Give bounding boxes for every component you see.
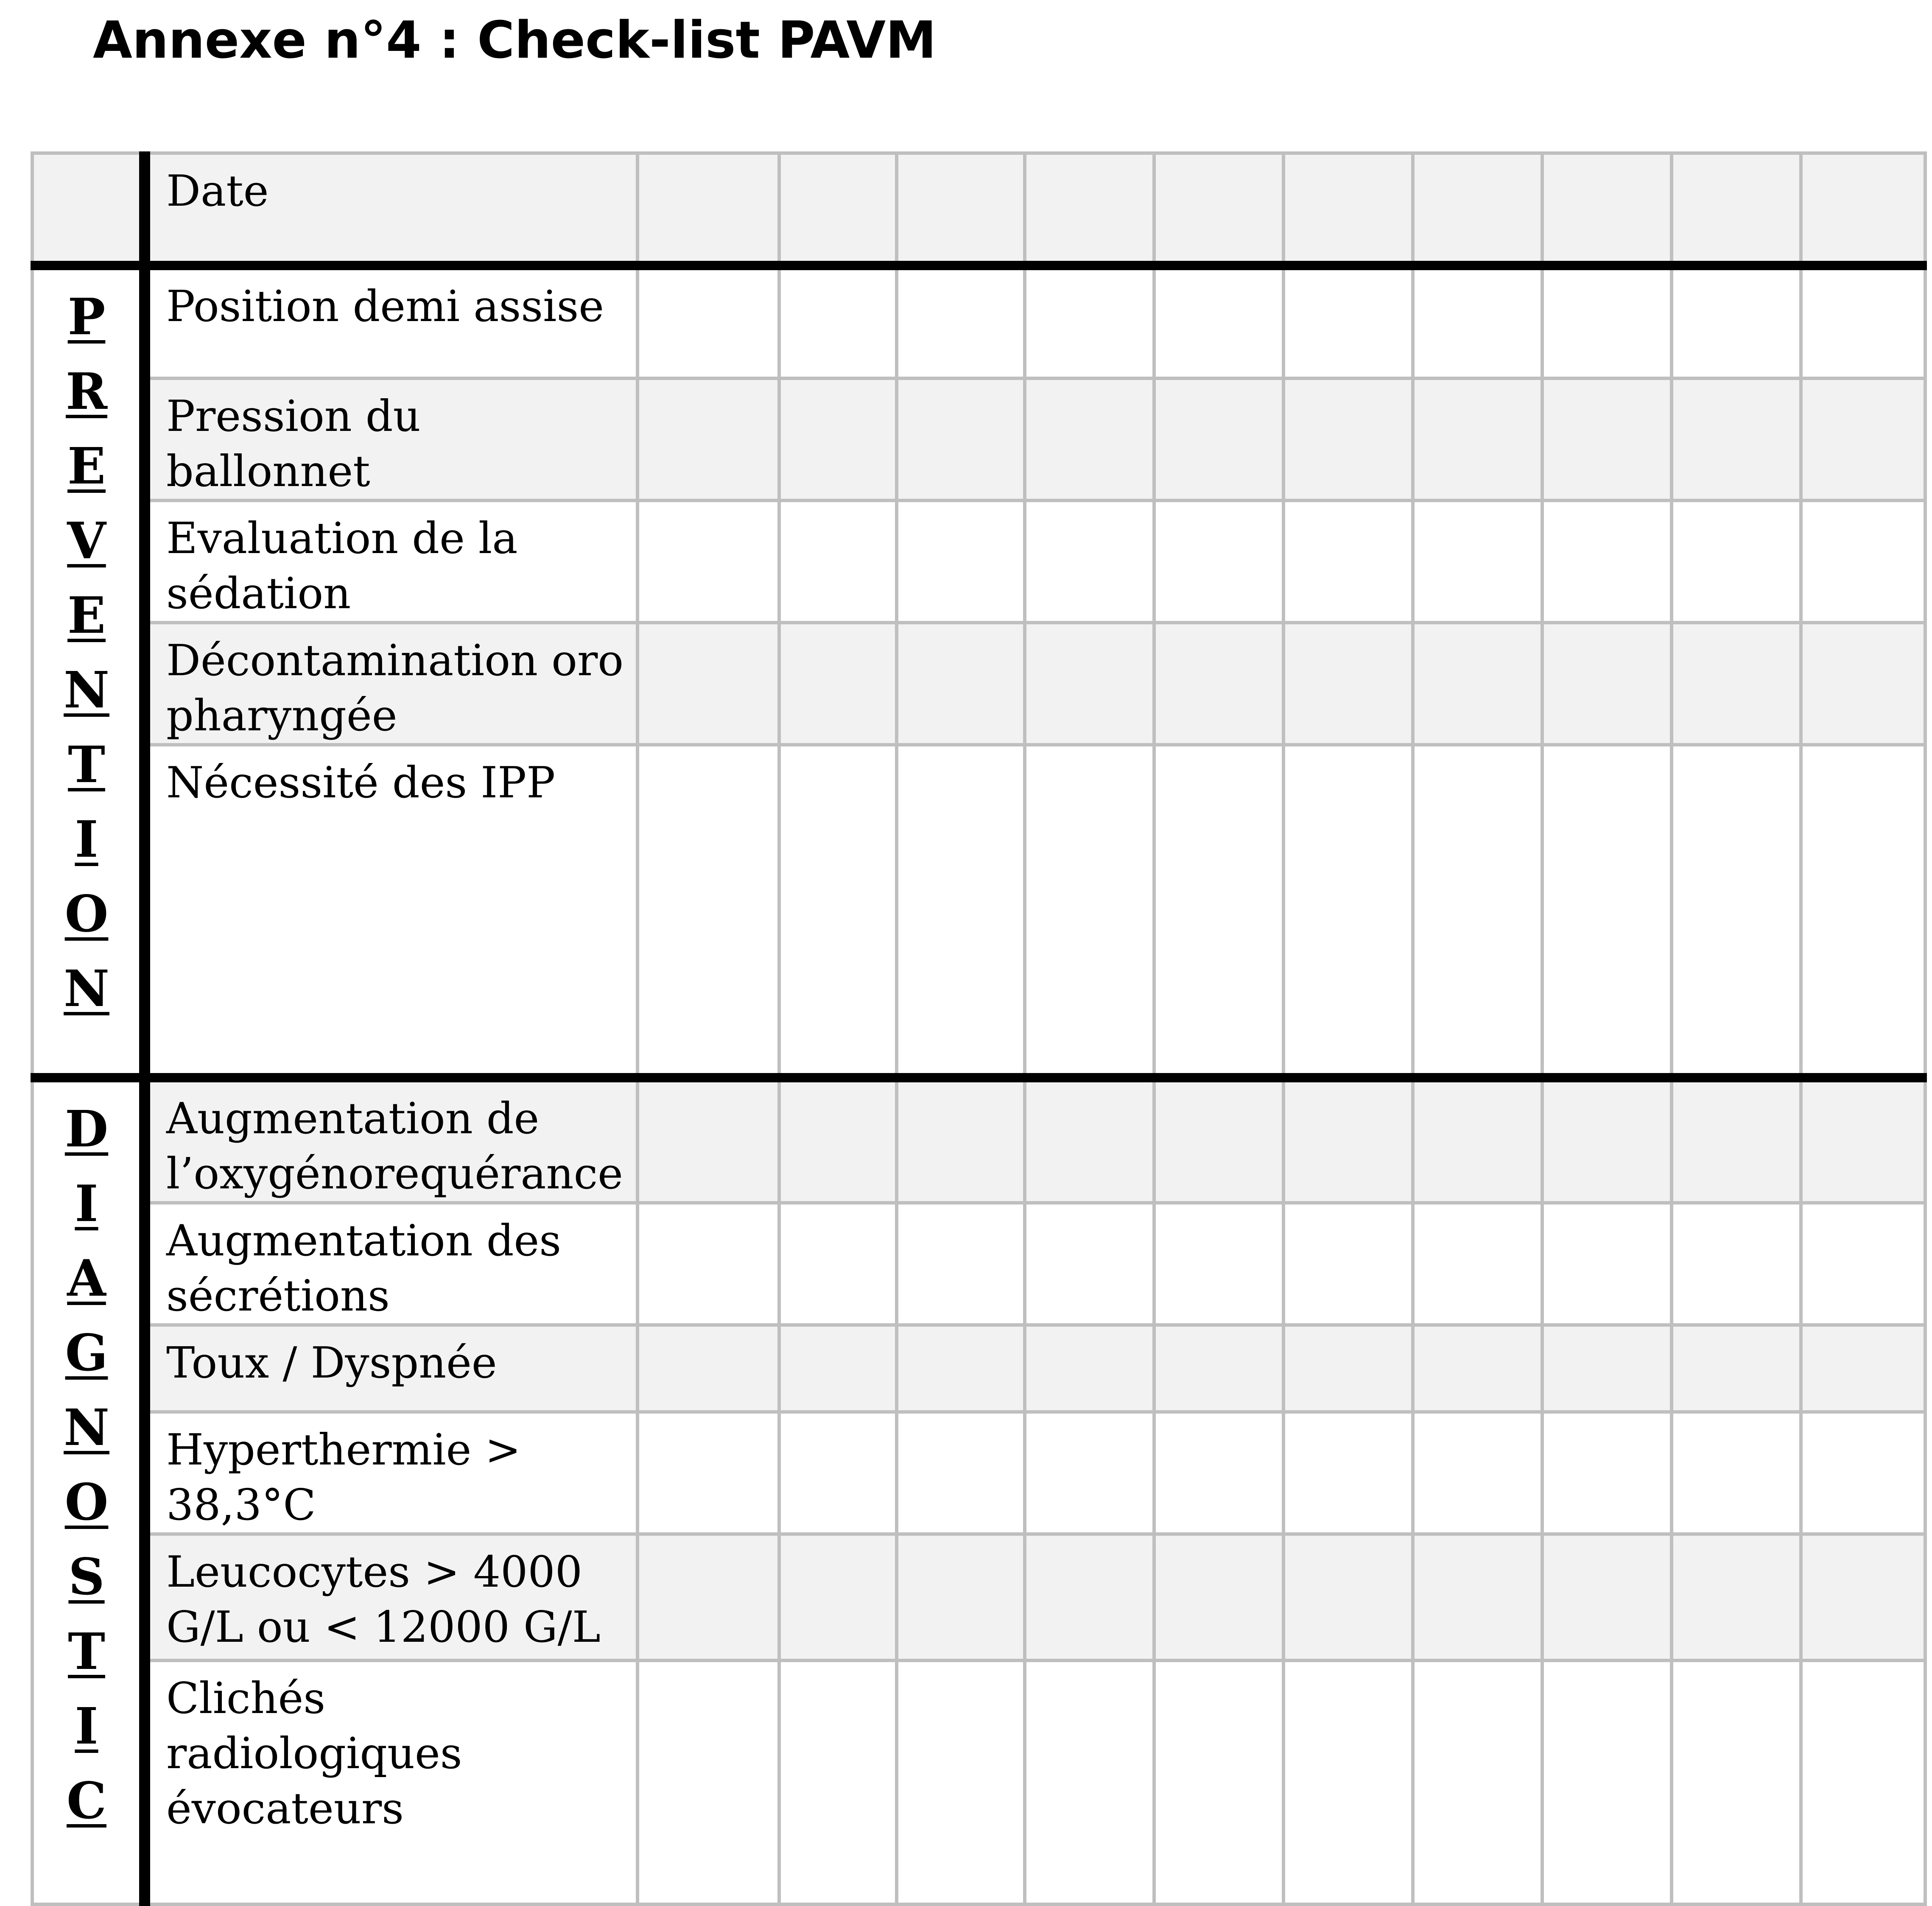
item-label: Position demi assise bbox=[145, 265, 637, 378]
check-cell[interactable] bbox=[1283, 378, 1413, 500]
check-cell[interactable] bbox=[1413, 1534, 1542, 1660]
check-cell[interactable] bbox=[1672, 378, 1801, 500]
item-label: Augmentation de l’oxygénorequérance bbox=[145, 1078, 637, 1203]
check-cell[interactable] bbox=[637, 1412, 779, 1534]
check-cell[interactable] bbox=[1154, 623, 1283, 745]
section-letter: R bbox=[65, 362, 108, 421]
table-row bbox=[32, 1203, 1925, 1325]
check-cell[interactable] bbox=[897, 1660, 1025, 1904]
check-cell[interactable] bbox=[1025, 623, 1154, 745]
section-letter: S bbox=[68, 1547, 105, 1606]
section-letter: E bbox=[67, 586, 106, 645]
check-cell[interactable] bbox=[1154, 1534, 1283, 1660]
check-cell[interactable] bbox=[1413, 500, 1542, 623]
check-cell[interactable] bbox=[637, 1534, 779, 1660]
check-cell[interactable] bbox=[637, 1325, 779, 1412]
check-cell[interactable] bbox=[1283, 1078, 1413, 1203]
table-row bbox=[32, 500, 1925, 623]
date-cell[interactable] bbox=[779, 153, 897, 265]
check-cell[interactable] bbox=[1672, 1534, 1801, 1660]
check-cell[interactable] bbox=[1542, 1078, 1672, 1203]
check-cell[interactable] bbox=[1283, 1660, 1413, 1904]
date-cell[interactable] bbox=[1025, 153, 1154, 265]
check-cell[interactable] bbox=[637, 1203, 779, 1325]
check-cell[interactable] bbox=[1154, 1325, 1283, 1412]
check-cell[interactable] bbox=[1542, 623, 1672, 745]
check-cell[interactable] bbox=[1542, 500, 1672, 623]
section-letter: C bbox=[67, 1771, 106, 1830]
check-cell[interactable] bbox=[779, 265, 897, 378]
section-letter: O bbox=[64, 884, 109, 943]
check-cell[interactable] bbox=[779, 1325, 897, 1412]
item-label: Décontamination oro pharyngée bbox=[145, 623, 637, 745]
table-row bbox=[32, 745, 1925, 1078]
check-cell[interactable] bbox=[1413, 1412, 1542, 1534]
check-cell[interactable] bbox=[897, 1534, 1025, 1660]
table-row bbox=[32, 1534, 1925, 1660]
check-cell[interactable] bbox=[1801, 1412, 1925, 1534]
date-cell[interactable] bbox=[1672, 153, 1801, 265]
section-letter: D bbox=[64, 1099, 109, 1158]
check-cell[interactable] bbox=[1672, 1203, 1801, 1325]
check-cell[interactable] bbox=[637, 623, 779, 745]
check-cell[interactable] bbox=[1542, 1534, 1672, 1660]
section-letter: T bbox=[68, 735, 105, 794]
check-cell[interactable] bbox=[779, 623, 897, 745]
section-letter: N bbox=[64, 660, 109, 719]
check-cell[interactable] bbox=[1413, 623, 1542, 745]
check-cell[interactable] bbox=[637, 745, 779, 1078]
section-letter: N bbox=[64, 1398, 109, 1457]
page-title: Annexe n°4 : Check-list PAVM bbox=[93, 11, 937, 70]
section-letter: A bbox=[67, 1249, 106, 1308]
check-cell[interactable] bbox=[1672, 1660, 1801, 1904]
check-cell[interactable] bbox=[1025, 378, 1154, 500]
date-cell[interactable] bbox=[1542, 153, 1672, 265]
section-prevention-label bbox=[32, 265, 145, 1078]
section-letter: I bbox=[75, 1174, 98, 1233]
section-letter: N bbox=[64, 959, 109, 1018]
date-cell[interactable] bbox=[1413, 153, 1542, 265]
check-cell[interactable] bbox=[1413, 1660, 1542, 1904]
date-cell[interactable] bbox=[897, 153, 1025, 265]
item-label: Clichés radiologiques évocateurs bbox=[145, 1660, 637, 1904]
check-cell[interactable] bbox=[779, 745, 897, 1078]
check-cell[interactable] bbox=[1283, 1325, 1413, 1412]
table-row bbox=[32, 378, 1925, 500]
check-cell[interactable] bbox=[1025, 1412, 1154, 1534]
date-cell[interactable] bbox=[1801, 153, 1925, 265]
table-row bbox=[32, 1660, 1925, 1904]
check-cell[interactable] bbox=[897, 1203, 1025, 1325]
table-row bbox=[32, 1412, 1925, 1534]
item-label: Hyperthermie > 38,3°C bbox=[145, 1412, 637, 1534]
check-cell[interactable] bbox=[1413, 745, 1542, 1078]
check-cell[interactable] bbox=[1801, 623, 1925, 745]
check-cell[interactable] bbox=[1801, 1534, 1925, 1660]
item-label: Pression du ballonnet bbox=[145, 378, 637, 500]
check-cell[interactable] bbox=[1025, 1203, 1154, 1325]
check-cell[interactable] bbox=[637, 265, 779, 378]
check-cell[interactable] bbox=[1413, 1078, 1542, 1203]
check-cell[interactable] bbox=[1801, 1660, 1925, 1904]
check-cell[interactable] bbox=[1413, 265, 1542, 378]
check-cell[interactable] bbox=[1154, 1203, 1283, 1325]
check-cell[interactable] bbox=[897, 1325, 1025, 1412]
check-cell[interactable] bbox=[1801, 265, 1925, 378]
check-cell[interactable] bbox=[897, 500, 1025, 623]
check-cell[interactable] bbox=[1542, 1203, 1672, 1325]
check-cell[interactable] bbox=[1801, 1203, 1925, 1325]
check-cell[interactable] bbox=[1672, 745, 1801, 1078]
check-cell[interactable] bbox=[637, 1078, 779, 1203]
check-cell[interactable] bbox=[779, 1534, 897, 1660]
table-row bbox=[32, 623, 1925, 745]
check-cell[interactable] bbox=[779, 1203, 897, 1325]
check-cell[interactable] bbox=[1672, 1078, 1801, 1203]
check-cell[interactable] bbox=[1801, 745, 1925, 1078]
section-letter: O bbox=[64, 1473, 109, 1532]
checklist-table bbox=[31, 151, 1927, 1906]
item-label: Augmentation des sécrétions bbox=[145, 1203, 637, 1325]
section-letter: G bbox=[65, 1323, 108, 1382]
table-row bbox=[32, 1078, 1925, 1203]
check-cell[interactable] bbox=[1672, 1325, 1801, 1412]
check-cell[interactable] bbox=[1542, 265, 1672, 378]
section-letter: V bbox=[67, 511, 106, 570]
check-cell[interactable] bbox=[1413, 1325, 1542, 1412]
check-cell[interactable] bbox=[1025, 265, 1154, 378]
date-row bbox=[32, 153, 1925, 265]
check-cell[interactable] bbox=[897, 265, 1025, 378]
check-cell[interactable] bbox=[1025, 1534, 1154, 1660]
check-cell[interactable] bbox=[1154, 1660, 1283, 1904]
date-cell[interactable] bbox=[1283, 153, 1413, 265]
section-diagnostic-label bbox=[32, 1078, 145, 1904]
corner-cell bbox=[32, 153, 145, 265]
check-cell[interactable] bbox=[1025, 745, 1154, 1078]
date-label: Date bbox=[145, 153, 637, 265]
item-label: Leucocytes > 4000 G/L ou < 12000 G/L bbox=[145, 1534, 637, 1660]
check-cell[interactable] bbox=[1413, 1203, 1542, 1325]
check-cell[interactable] bbox=[1025, 1078, 1154, 1203]
date-cell[interactable] bbox=[1154, 153, 1283, 265]
check-cell[interactable] bbox=[897, 745, 1025, 1078]
check-cell[interactable] bbox=[637, 500, 779, 623]
check-cell[interactable] bbox=[1542, 378, 1672, 500]
table-row bbox=[32, 265, 1925, 378]
check-cell[interactable] bbox=[779, 1078, 897, 1203]
check-cell[interactable] bbox=[1542, 1412, 1672, 1534]
section-letter: P bbox=[67, 287, 106, 346]
check-cell[interactable] bbox=[1154, 1078, 1283, 1203]
check-cell[interactable] bbox=[1283, 623, 1413, 745]
check-cell[interactable] bbox=[779, 378, 897, 500]
check-cell[interactable] bbox=[1025, 500, 1154, 623]
check-cell[interactable] bbox=[897, 623, 1025, 745]
check-cell[interactable] bbox=[1283, 1412, 1413, 1534]
check-cell[interactable] bbox=[1672, 500, 1801, 623]
check-cell[interactable] bbox=[1154, 378, 1283, 500]
check-cell[interactable] bbox=[1672, 265, 1801, 378]
check-cell[interactable] bbox=[1801, 1078, 1925, 1203]
check-cell[interactable] bbox=[1672, 1412, 1801, 1534]
check-cell[interactable] bbox=[1154, 1412, 1283, 1534]
check-cell[interactable] bbox=[897, 1078, 1025, 1203]
check-cell[interactable] bbox=[1283, 745, 1413, 1078]
check-cell[interactable] bbox=[1542, 1660, 1672, 1904]
check-cell[interactable] bbox=[779, 500, 897, 623]
section-letter: T bbox=[68, 1622, 105, 1681]
check-cell[interactable] bbox=[1283, 1534, 1413, 1660]
check-cell[interactable] bbox=[1413, 378, 1542, 500]
check-cell[interactable] bbox=[1154, 745, 1283, 1078]
section-letter: I bbox=[75, 1696, 98, 1755]
item-label: Nécessité des IPP bbox=[145, 745, 637, 1078]
check-cell[interactable] bbox=[779, 1660, 897, 1904]
check-cell[interactable] bbox=[1801, 1325, 1925, 1412]
check-cell[interactable] bbox=[1025, 1660, 1154, 1904]
check-cell[interactable] bbox=[1154, 500, 1283, 623]
check-cell[interactable] bbox=[1542, 1325, 1672, 1412]
date-cell[interactable] bbox=[637, 153, 779, 265]
check-cell[interactable] bbox=[897, 378, 1025, 500]
item-label: Toux / Dyspnée bbox=[145, 1325, 637, 1412]
item-label: Evaluation de la sédation bbox=[145, 500, 637, 623]
check-cell[interactable] bbox=[1283, 265, 1413, 378]
section-letter: I bbox=[75, 810, 98, 869]
check-cell[interactable] bbox=[1542, 745, 1672, 1078]
check-cell[interactable] bbox=[1154, 265, 1283, 378]
check-cell[interactable] bbox=[1672, 623, 1801, 745]
check-cell[interactable] bbox=[1025, 1325, 1154, 1412]
check-cell[interactable] bbox=[1801, 378, 1925, 500]
check-cell[interactable] bbox=[1283, 1203, 1413, 1325]
check-cell[interactable] bbox=[637, 1660, 779, 1904]
check-cell[interactable] bbox=[1283, 500, 1413, 623]
check-cell[interactable] bbox=[897, 1412, 1025, 1534]
check-cell[interactable] bbox=[779, 1412, 897, 1534]
check-cell[interactable] bbox=[637, 378, 779, 500]
section-letter: E bbox=[67, 436, 106, 495]
check-cell[interactable] bbox=[1801, 500, 1925, 623]
table-row bbox=[32, 1325, 1925, 1412]
